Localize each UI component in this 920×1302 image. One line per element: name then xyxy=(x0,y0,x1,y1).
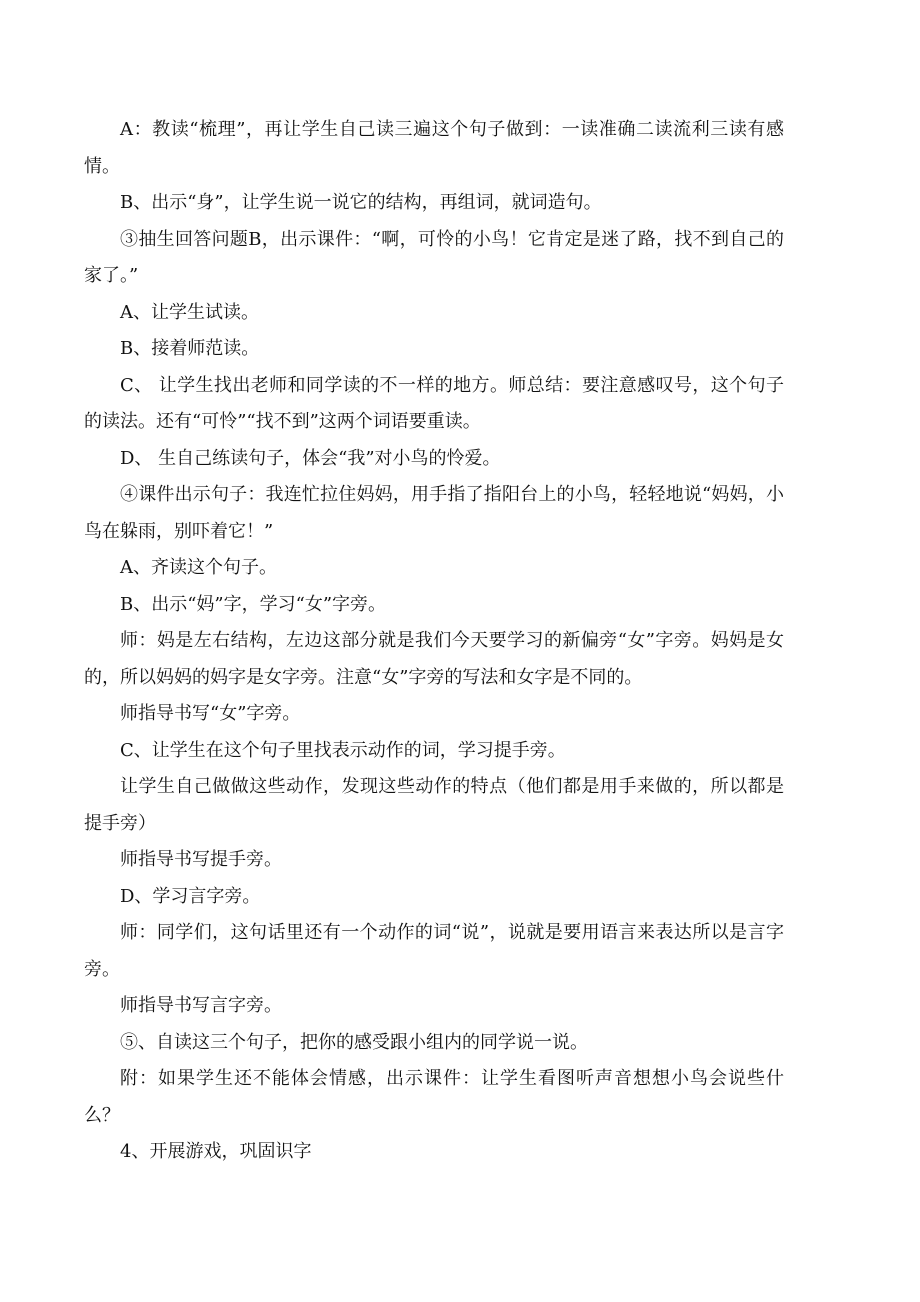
paragraph-4: A、让学生试读。 xyxy=(120,301,259,323)
paragraph-9: A、齐读这个句子。 xyxy=(120,557,277,578)
paragraph-5: B、接着师范读。 xyxy=(120,338,260,359)
paragraph-12: 师指导书写“女”字旁。 xyxy=(120,703,301,724)
paragraph-11: 师：妈是左右结构，左边这部分就是我们今天要学习的新偏旁“女”字旁。妈妈是女的，所以妈妈的妈字是女字旁。注意“女”字旁的写法和女字是不同的。 xyxy=(84,630,784,688)
paragraph-7: D、 生自己练读句子，体会“我”对小鸟的怜爱。 xyxy=(120,447,501,469)
paragraph-20: 附：如果学生还不能体会情感，出示课件：让学生看图听声音想想小鸟会说些什么？ xyxy=(84,1068,784,1126)
paragraph-21: 4、开展游戏，巩固识字 xyxy=(120,1141,312,1162)
paragraph-10: B、出示“妈”字，学习“女”字旁。 xyxy=(120,593,387,615)
paragraph-14: 让学生自己做做这些动作，发现这些动作的特点（他们都是用手来做的，所以都是提手旁） xyxy=(84,776,784,834)
paragraph-13: C、让学生在这个句子里找表示动作的词，学习提手旁。 xyxy=(120,739,566,761)
paragraph-15: 师指导书写提手旁。 xyxy=(120,849,282,870)
paragraph-18: 师指导书写言字旁。 xyxy=(120,995,282,1016)
paragraph-1: A：教读“梳理”，再让学生自己读三遍这个句子做到：一读准确二读流利三读有感情。 xyxy=(84,119,784,177)
paragraph-19: ⑤、自读这三个句子，把你的感受跟小组内的同学说一说。 xyxy=(120,1031,588,1053)
paragraph-6: C、 让学生找出老师和同学读的不一样的地方。师总结：要注意感叹号，这个句子的读法。还有“可怜”“找不到”这两个词语要重读。 xyxy=(84,374,784,432)
paragraph-2: B、出示“身”，让学生说一说它的结构，再组词，就词造句。 xyxy=(120,192,602,213)
paragraph-16: D、学习言字旁。 xyxy=(120,885,261,907)
paragraph-3: ③抽生回答问题B，出示课件：“啊，可怜的小鸟！它肯定是迷了路，找不到自己的家了。” xyxy=(84,228,784,286)
document-body xyxy=(84,112,784,1171)
paragraph-17: 师：同学们，这句话里还有一个动作的词“说”，说就是要用语言来表达所以是言字旁。 xyxy=(84,922,784,980)
paragraph-8: ④课件出示句子：我连忙拉住妈妈，用手指了指阳台上的小鸟，轻轻地说“妈妈，小鸟在躲雨，别吓着它！” xyxy=(84,484,784,542)
